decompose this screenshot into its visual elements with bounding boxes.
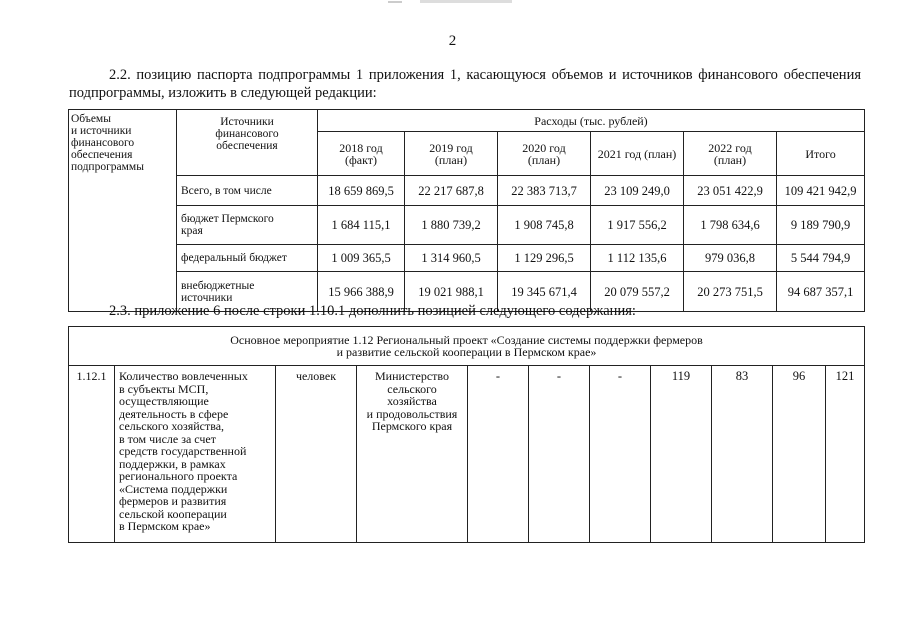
table-row xyxy=(69,176,865,206)
row-label: федеральный бюджет xyxy=(177,245,318,272)
volumes-sources-cell: Объемы и источники финансового обеспечения подпрограммы xyxy=(69,110,177,312)
expenses-header: Расходы (тыс. рублей) xyxy=(318,110,865,132)
cell-value: 1 880 739,2 xyxy=(405,206,498,245)
cell-value: 109 421 942,9 xyxy=(777,176,865,206)
indicator-value: - xyxy=(529,366,590,543)
section-2-3-text: 2.3. приложение 6 после строки 1.10.1 дополнить позицией следующего содержания: xyxy=(109,303,636,319)
responsible-ministry: Министерство сельского хозяйства и продовольствия Пермского края xyxy=(357,366,468,543)
measure-title: Основное мероприятие 1.12 Региональный проект «Создание системы поддержки фермеров и развитие сельской кооперации в Пермском крае» xyxy=(69,327,865,366)
cell-value: 979 036,8 xyxy=(684,245,777,272)
cell-value: 1 908 745,8 xyxy=(498,206,591,245)
cell-value: 20 079 557,2 xyxy=(591,272,684,312)
section-2-2-text: 2.2. позицию паспорта подпрограммы 1 приложения 1, касающуюся объемов и источников финансового обеспечения подпрограммы, изложить в следующей редакции: xyxy=(69,67,861,101)
indicator-description: Количество вовлеченных в субъекты МСП, осуществляющие деятельность в сфере сельского хозяйства, в том числе за счет средств государственной поддержки, в рамках регионального проекта «Система поддержки фермеров и развития сельской кооперации в Пермском крае» xyxy=(115,366,276,543)
page-number: 2 xyxy=(448,33,457,49)
cell-value: 23 051 422,9 xyxy=(684,176,777,206)
indicator-value: 119 xyxy=(651,366,712,543)
cell-value: 22 383 713,7 xyxy=(498,176,591,206)
indicator-value: 96 xyxy=(773,366,826,543)
sources-header: Источники финансового обеспечения xyxy=(177,110,318,176)
indicator-value: - xyxy=(590,366,651,543)
table-row xyxy=(69,206,865,245)
cell-value: 1 314 960,5 xyxy=(405,245,498,272)
cell-value: 5 544 794,9 xyxy=(777,245,865,272)
cell-value: 19 345 671,4 xyxy=(498,272,591,312)
cell-value: 1 798 634,6 xyxy=(684,206,777,245)
cell-value: 1 129 296,5 xyxy=(498,245,591,272)
indicator-value: - xyxy=(468,366,529,543)
financing-table xyxy=(68,109,865,312)
cell-value: 1 684 115,1 xyxy=(318,206,405,245)
indicator-unit: человек xyxy=(276,366,357,543)
cell-value: 1 009 365,5 xyxy=(318,245,405,272)
table-row xyxy=(69,245,865,272)
cell-value: 19 021 988,1 xyxy=(405,272,498,312)
cell-value: 94 687 357,1 xyxy=(777,272,865,312)
indicator-value: 83 xyxy=(712,366,773,543)
total-header: Итого xyxy=(777,132,865,176)
cell-value: 23 109 249,0 xyxy=(591,176,684,206)
cell-value: 1 112 135,6 xyxy=(591,245,684,272)
row-label: внебюджетные источники xyxy=(177,272,318,312)
header-rule xyxy=(420,0,512,3)
year-header: 2021 год (план) xyxy=(591,132,684,176)
year-header: 2022 год (план) xyxy=(684,132,777,176)
indicator-table xyxy=(68,326,865,543)
cell-value: 20 273 751,5 xyxy=(684,272,777,312)
row-label: Всего, в том числе xyxy=(177,176,318,206)
row-label: бюджет Пермского края xyxy=(177,206,318,245)
cell-value: 9 189 790,9 xyxy=(777,206,865,245)
cell-value: 18 659 869,5 xyxy=(318,176,405,206)
header-mark xyxy=(388,1,402,3)
indicator-value: 121 xyxy=(826,366,865,543)
cell-value: 15 966 388,9 xyxy=(318,272,405,312)
year-header: 2020 год (план) xyxy=(498,132,591,176)
cell-value: 1 917 556,2 xyxy=(591,206,684,245)
year-header: 2018 год (факт) xyxy=(318,132,405,176)
year-header: 2019 год (план) xyxy=(405,132,498,176)
cell-value: 22 217 687,8 xyxy=(405,176,498,206)
indicator-code: 1.12.1 xyxy=(69,366,115,543)
table-row xyxy=(69,366,865,543)
